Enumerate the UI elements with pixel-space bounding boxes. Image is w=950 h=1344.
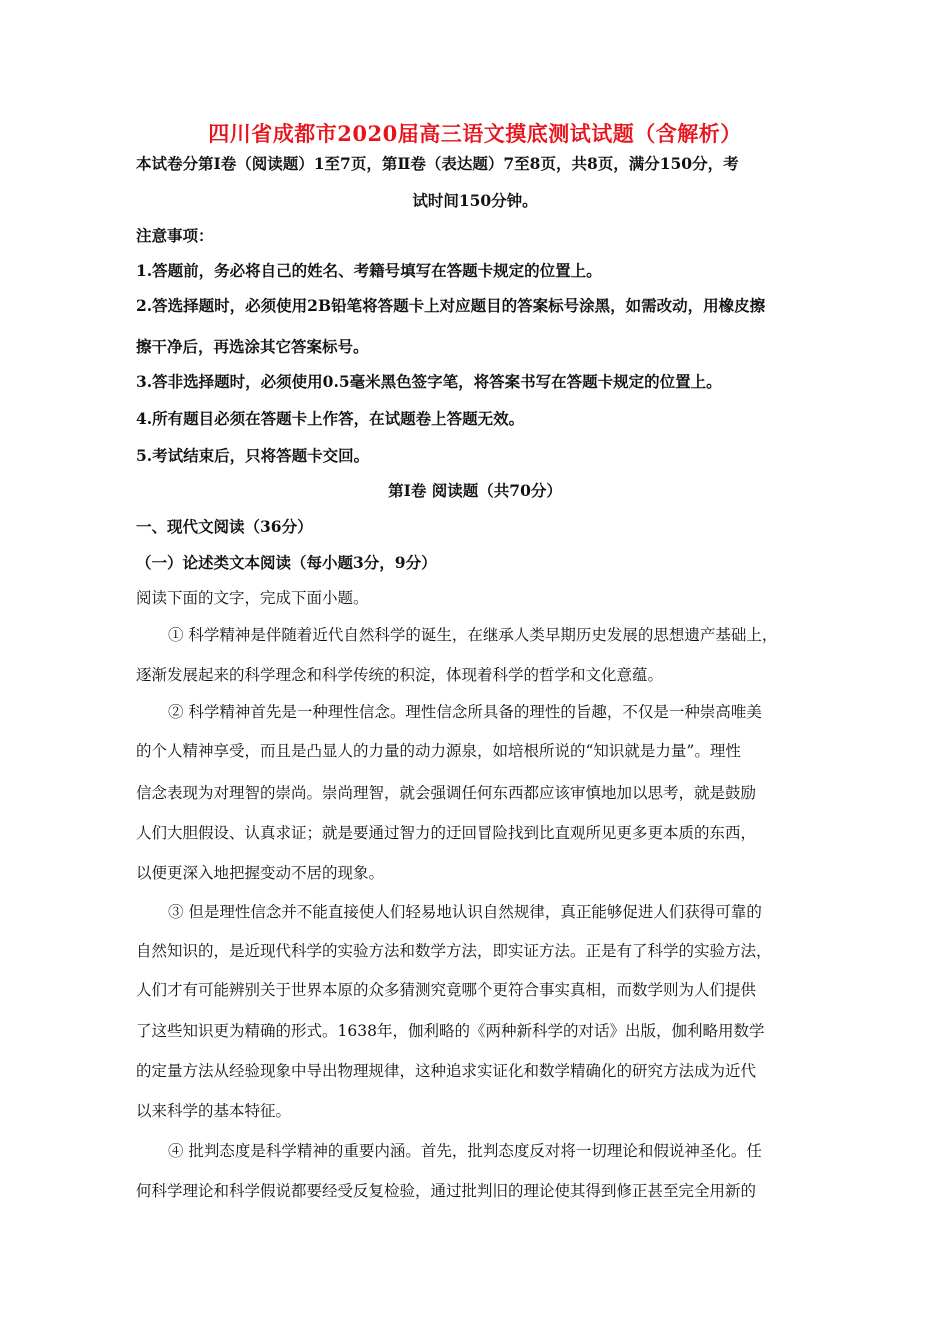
passage-line: 自然知识的，是近现代科学的实验方法和数学方法，即实证方法。正是有了科学的实验方法， [136,942,772,960]
passage-line: 逐渐发展起来的科学理念和科学传统的积淀，体现着科学的哲学和文化意蕴。 [136,666,664,684]
passage-line: 何科学理论和科学假说都要经受反复检验，通过批判旧的理论使其得到修正甚至完全用新的 [136,1182,757,1200]
passage-line: ③ 但是理性信念并不能直接使人们轻易地认识自然规律，真正能够促进人们获得可靠的 [168,903,762,921]
passage-line: 信念表现为对理智的崇尚。崇尚理智，就会强调任何东西都应该审慎地加以思考，就是鼓励 [136,784,757,802]
intro-line-1: 本试卷分第Ⅰ卷（阅读题）1至7页，第Ⅱ卷（表达题）7至8页，共8页，满分150分，考 [136,154,739,173]
passage-line: 人们才有可能辨别关于世界本原的众多猜测究竟哪个更符合事实真相，而数学则为人们提供 [136,981,757,999]
note-5: 5.考试结束后，只将答题卡交回。 [136,446,370,465]
note-2: 2.答选择题时，必须使用2B铅笔将答题卡上对应题目的答案标号涂黑，如需改动，用橡皮擦 [136,296,766,315]
passage-line: 人们大胆假设、认真求证；就是要通过智力的迂回冒险找到比直观所见更多更本质的东西， [136,824,757,842]
note-4: 4.所有题目必须在答题卡上作答，在试题卷上答题无效。 [136,409,525,428]
passage-line: 的个人精神享受，而且是凸显人的力量的动力源泉，如培根所说的“知识就是力量”。理性 [136,742,741,760]
passage-line: ④ 批判态度是科学精神的重要内涵。首先，批判态度反对将一切理论和假说神圣化。任 [168,1142,762,1160]
part1-heading: 一、现代文阅读（36分） [136,517,313,536]
passage-line: ② 科学精神首先是一种理性信念。理性信念所具备的理性的旨趣，不仅是一种崇高唯美 [168,703,762,721]
passage-line: 的定量方法从经验现象中导出物理规律，这种追求实证化和数学精确化的研究方法成为近代 [136,1062,757,1080]
intro-line-2: 试时间150分钟。 [412,191,538,210]
section-title: 第Ⅰ卷 阅读题（共70分） [388,481,562,500]
reading-instruction: 阅读下面的文字，完成下面小题。 [136,589,369,607]
notes-heading: 注意事项： [136,226,214,245]
note-1: 1.答题前，务必将自己的姓名、考籍号填写在答题卡规定的位置上。 [136,261,602,280]
passage-line: 以来科学的基本特征。 [136,1102,292,1120]
part1-subheading: （一）论述类文本阅读（每小题3分，9分） [136,553,437,572]
note-3: 3.答非选择题时，必须使用0.5毫米黑色签字笔，将答案书写在答题卡规定的位置上。 [136,372,722,391]
note-2-continued: 擦干净后，再选涂其它答案标号。 [136,337,369,356]
passage-line: ① 科学精神是伴随着近代自然科学的诞生，在继承人类早期历史发展的思想遗产基础上， [168,626,778,644]
document-title: 四川省成都市2020届高三语文摸底测试试题（含解析） [208,121,742,146]
passage-line: 以便更深入地把握变动不居的现象。 [136,864,385,882]
passage-line: 了这些知识更为精确的形式。1638年，伽利略的《两种新科学的对话》出版，伽利略用数学 [136,1022,765,1040]
